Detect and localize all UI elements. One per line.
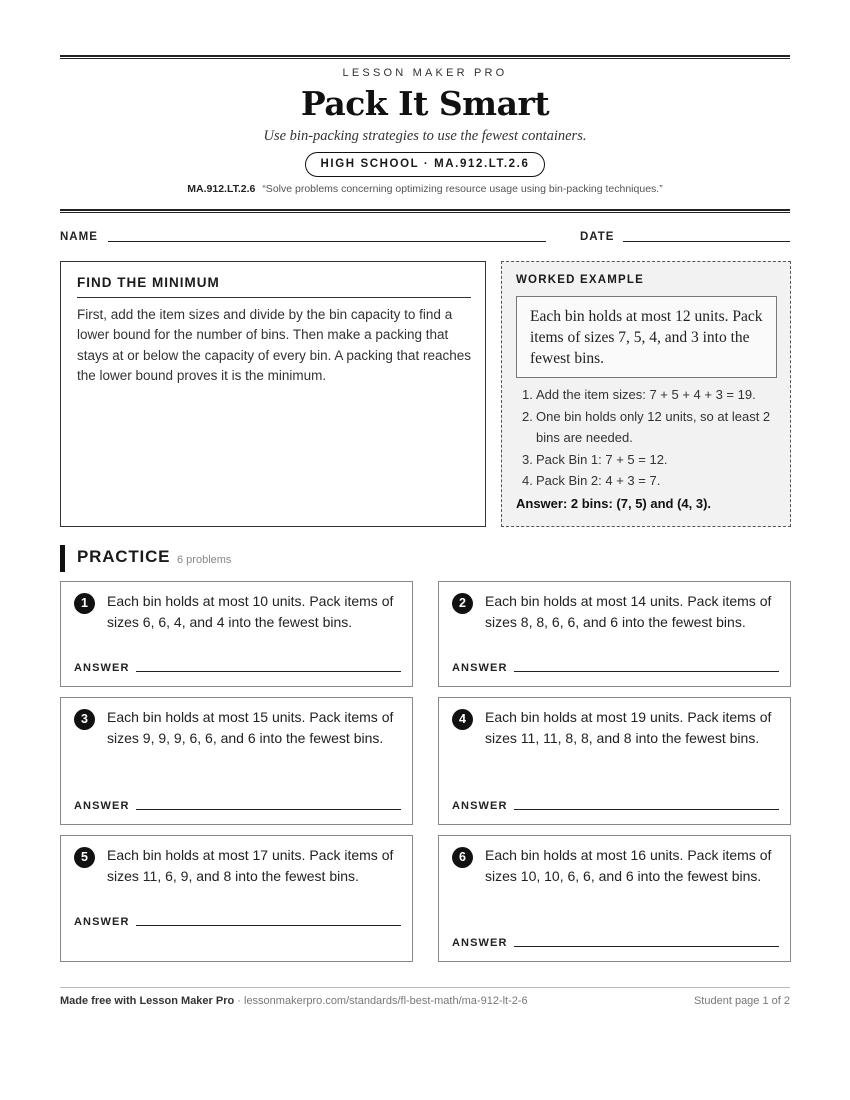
- problem-number-badge: 6: [452, 847, 473, 868]
- worked-example-answer: Answer: 2 bins: (7, 5) and (4, 3).: [516, 496, 712, 511]
- answer-label: ANSWER: [452, 937, 508, 949]
- example-step: 3. Pack Bin 1: 7 + 5 = 12.: [522, 451, 668, 467]
- problem-text: Each bin holds at most 10 units. Pack items of sizes 6, 6, 4, and 4 into the fewest bins.: [107, 593, 394, 631]
- problem-number-badge: 1: [74, 593, 95, 614]
- example-step: 2. One bin holds only 12 units, so at least 2 bins are needed.: [522, 408, 771, 445]
- problem-text: Each bin holds at most 14 units. Pack items of sizes 8, 8, 6, 6, and 6 into the fewest bins.: [485, 593, 772, 631]
- standard-text: “Solve problems concerning optimizing resource usage using bin-packing techniques.”: [262, 183, 663, 195]
- brand-name: LESSON MAKER PRO: [342, 67, 508, 79]
- practice-card-2: [438, 581, 791, 687]
- page-title: Pack It Smart: [300, 84, 550, 123]
- practice-accent-bar: [60, 545, 65, 572]
- practice-card-5: [60, 835, 413, 962]
- example-step: 4. Pack Bin 2: 4 + 3 = 7.: [522, 473, 661, 488]
- concept-box: [60, 261, 486, 527]
- example-step: 1. Add the item sizes: 7 + 5 + 4 + 3 = 19.: [522, 387, 756, 402]
- practice-card-6: [438, 835, 791, 962]
- footer-url[interactable]: · lessonmakerpro.com/standards/fl-best-math/ma-912-lt-2-6: [237, 995, 528, 1007]
- footer-page-number: Student page 1 of 2: [693, 995, 790, 1007]
- standard-code: MA.912.LT.2.6: [187, 183, 256, 195]
- footer-made-with: Made free with Lesson Maker Pro: [60, 995, 235, 1007]
- answer-label: ANSWER: [452, 800, 508, 812]
- problem-text: Each bin holds at most 17 units. Pack items of sizes 11, 6, 9, and 8 into the fewest bins.: [107, 847, 394, 885]
- problem-number-badge: 4: [452, 709, 473, 730]
- answer-field[interactable]: [514, 671, 779, 672]
- worked-example-problem: Each bin holds at most 12 units. Pack items of sizes 7, 5, 4, and 3 into the fewest bins.: [516, 296, 777, 378]
- header-top-rule: [60, 55, 790, 59]
- concept-heading: FIND THE MINIMUM: [77, 275, 220, 290]
- date-field[interactable]: [623, 241, 790, 242]
- answer-label: ANSWER: [74, 800, 130, 812]
- answer-field[interactable]: [514, 946, 779, 947]
- practice-card-4: [438, 697, 791, 825]
- worked-example-heading: WORKED EXAMPLE: [516, 274, 644, 286]
- concept-text: First, add the item sizes and divide by the bin capacity to find a lower bound for the number of bins. Then make a packing that stays at or below the capacity of every bin. A packing that reaches the lower bound proves it is the minimum.: [77, 307, 471, 383]
- practice-count: 6 problems: [177, 554, 232, 566]
- practice-card-3: [60, 697, 413, 825]
- answer-label: ANSWER: [452, 662, 508, 674]
- problem-number-badge: 2: [452, 593, 473, 614]
- problem-text: Each bin holds at most 19 units. Pack items of sizes 11, 11, 8, 8, and 8 into the fewest bins.: [485, 709, 772, 747]
- answer-field[interactable]: [136, 809, 401, 810]
- name-label: NAME: [60, 231, 98, 243]
- worked-example-box: [501, 261, 791, 527]
- answer-field[interactable]: [514, 809, 779, 810]
- footer-credit: [60, 995, 528, 1007]
- answer-field[interactable]: [136, 925, 401, 926]
- standard-line: [0, 183, 850, 195]
- worked-example-steps: [516, 384, 778, 492]
- problem-number-badge: 3: [74, 709, 95, 730]
- header-bottom-rule: [60, 209, 790, 213]
- answer-label: ANSWER: [74, 916, 130, 928]
- date-label: DATE: [580, 231, 615, 243]
- footer-divider: [60, 987, 790, 988]
- page-subtitle: Use bin-packing strategies to use the fewest containers.: [263, 128, 587, 144]
- problem-text: Each bin holds at most 15 units. Pack items of sizes 9, 9, 9, 6, 6, and 6 into the fewest bins.: [107, 709, 394, 747]
- name-field[interactable]: [108, 241, 546, 242]
- answer-field[interactable]: [136, 671, 401, 672]
- problem-text: Each bin holds at most 16 units. Pack items of sizes 10, 10, 6, 6, and 6 into the fewest bins.: [485, 847, 772, 885]
- problem-number-badge: 5: [74, 847, 95, 868]
- concept-divider: [77, 297, 471, 298]
- answer-label: ANSWER: [74, 662, 130, 674]
- practice-title: PRACTICE: [77, 547, 171, 566]
- practice-card-1: [60, 581, 413, 687]
- level-badge: HIGH SCHOOL · MA.912.LT.2.6: [305, 152, 545, 177]
